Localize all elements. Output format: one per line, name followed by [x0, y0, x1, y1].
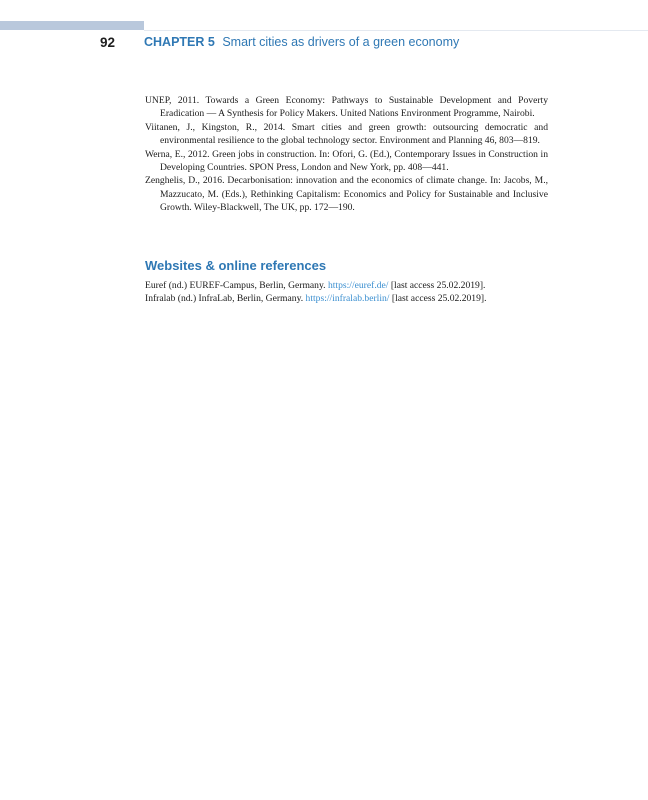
- chapter-title: Smart cities as drivers of a green economy: [222, 35, 460, 49]
- reference-item: Zenghelis, D., 2016. Decarbonisation: innovation and the economics of climate change. In: Jacobs, M., Mazzucato, M. (Eds.), Rethinking Capitalism: Economics and Policy for Sustainable and Inclusive Growth. Wiley-Blackwell, The UK, pp. 172—190.: [145, 175, 548, 214]
- page-number: 92: [100, 35, 116, 50]
- chapter-label: CHAPTER 5: [144, 35, 215, 49]
- reference-item: UNEP, 2011. Towards a Green Economy: Pathways to Sustainable Development and Poverty Eradication — A Synthesis for Policy Makers. United Nations Environment Programme, Nairobi.: [145, 95, 548, 120]
- website-reference-text: Infralab (nd.) InfraLab, Berlin, Germany.: [145, 293, 304, 305]
- website-reference-item: [145, 292, 548, 305]
- website-reference-item: [145, 279, 548, 292]
- website-reference-text: Euref (nd.) EUREF-Campus, Berlin, Germany.: [145, 280, 326, 291]
- reference-list: [145, 94, 548, 215]
- section-heading-websites: Websites & online references: [145, 258, 327, 273]
- website-access-date: [last access 25.02.2019].: [390, 280, 486, 291]
- header-rule: [144, 30, 648, 31]
- website-access-date: [last access 25.02.2019].: [391, 293, 487, 305]
- website-link[interactable]: https://infralab.berlin/: [305, 293, 390, 305]
- website-link[interactable]: https://euref.de/: [327, 280, 389, 291]
- reference-item: Viitanen, J., Kingston, R., 2014. Smart cities and green growth: outsourcing democratic and environmental resilience to the global technology sector. Environment and Planning 46, 803—819.: [145, 121, 548, 147]
- website-reference-list: [145, 279, 548, 306]
- reference-item: Werna, E., 2012. Green jobs in construction. In: Ofori, G. (Ed.), Contemporary Issues in Construction in Developing Countries. SPON Press, London and New York, pp. 408—441.: [145, 148, 548, 174]
- header-band: [0, 21, 144, 30]
- running-head: [144, 35, 459, 49]
